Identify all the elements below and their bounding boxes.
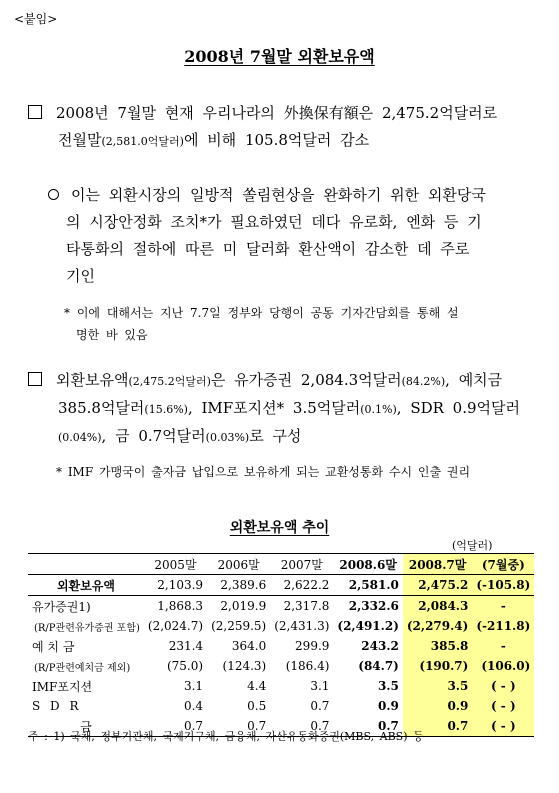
table-row xyxy=(28,696,534,716)
table-cell: 0.9 xyxy=(403,696,472,716)
table-unit: (억달러) xyxy=(452,539,493,552)
table-cell: 2,581.0 xyxy=(333,575,402,596)
table-row xyxy=(28,596,534,617)
p3-line2a: 385.8억달러 xyxy=(58,399,145,417)
row-label: 유가증권1) xyxy=(32,599,91,614)
table-cell: 2,084.3 xyxy=(403,596,472,617)
paragraph-summary xyxy=(28,100,528,155)
document-title: 2008년 7월말 외환보유액 xyxy=(184,47,375,66)
header-cell: 2007말 xyxy=(270,554,333,575)
table-cell: 0.9 xyxy=(377,699,399,713)
table-cell: (-105.8) xyxy=(472,575,534,596)
header-cell: 2008.6말 xyxy=(333,554,402,575)
table-header-row xyxy=(28,554,534,575)
table-row-total xyxy=(28,575,534,596)
table-cell: 0.7 xyxy=(270,716,333,737)
p2-line2: 의 시장안정화 조치*가 필요하였던 데다 유로화, 엔화 등 기 xyxy=(66,213,482,231)
table-cell: (2,279.4) xyxy=(403,616,472,636)
p1-line1: 2008년 7월말 현재 우리나라의 外換保有額은 2,475.2억달러로 xyxy=(56,104,498,122)
table-cell: (186.4) xyxy=(285,659,330,673)
p3-line2b: (15.6%) xyxy=(144,403,188,416)
header-cell xyxy=(28,554,144,575)
table-cell: (2,491.2) xyxy=(337,619,399,633)
table-cell: (-211.8) xyxy=(472,616,534,636)
table-cell: ( - ) xyxy=(472,696,534,716)
table-cell: 243.2 xyxy=(361,639,399,653)
table-cell: 364.0 xyxy=(231,639,267,653)
table-cell: 4.4 xyxy=(247,679,267,693)
table-cell: 299.9 xyxy=(295,639,330,653)
table-cell: (2,024.7) xyxy=(147,619,204,633)
note1-line2: 명한 바 있음 xyxy=(76,328,148,342)
header-cell: 2008.7말 xyxy=(403,554,472,575)
table-cell: ( - ) xyxy=(472,676,534,696)
row-label: IMF포지션 xyxy=(32,679,93,694)
p3-line1b: (2,475.2억달러) xyxy=(128,375,211,388)
table-cell: - xyxy=(472,636,534,656)
checkbox-bullet-icon xyxy=(28,105,42,119)
table-cell: 2,332.6 xyxy=(348,599,399,613)
table-cell: 0.4 xyxy=(183,699,204,713)
table-cell: (190.7) xyxy=(403,656,472,676)
table-cell: 2,622.2 xyxy=(270,575,333,596)
table-cell: 2,317.8 xyxy=(283,599,330,613)
p3-line3c: (0.03%) xyxy=(205,431,250,444)
table-cell: 3.5 xyxy=(403,676,472,696)
checkbox-bullet-icon xyxy=(28,372,42,386)
p3-line1e: , 예치금 xyxy=(445,371,503,389)
table-cell: 3.5 xyxy=(377,679,399,693)
table-cell: 2,103.9 xyxy=(144,575,207,596)
table-cell: 1,868.3 xyxy=(157,599,204,613)
table-cell: 2,475.2 xyxy=(403,575,472,596)
header-cell: 2006말 xyxy=(207,554,270,575)
reserves-table xyxy=(28,553,534,737)
table-cell: (124.3) xyxy=(222,659,267,673)
paragraph-reason xyxy=(48,182,518,290)
table-cell: ( - ) xyxy=(472,716,534,737)
table-row xyxy=(28,676,534,696)
p3-line1d: (84.2%) xyxy=(401,375,446,388)
table-cell: 231.4 xyxy=(168,639,204,653)
table-cell: 0.5 xyxy=(247,699,267,713)
table-cell: (2,431.3) xyxy=(274,619,330,633)
p3-line1c: 은 유가증권 2,084.3억달러 xyxy=(210,371,402,389)
header-cell: 2005말 xyxy=(144,554,207,575)
row-label: 예 치 금 xyxy=(32,639,75,654)
row-label: (R/P관련예치금 제외) xyxy=(34,662,131,674)
p1-line2c: 에 비해 105.8억달러 감소 xyxy=(183,131,370,149)
row-label: 금 xyxy=(28,716,144,737)
p2-line3: 타통화의 절하에 따른 미 달러화 환산액이 감소한 데 주로 xyxy=(66,240,470,258)
table-cell: 2,019.9 xyxy=(220,599,267,613)
p3-line3d: 로 구성 xyxy=(249,427,302,445)
table-title: 외환보유액 추이 xyxy=(229,520,330,536)
paragraph-composition xyxy=(28,367,528,451)
p3-line3a: (0.04%) xyxy=(58,431,102,444)
table-cell: 0.7 xyxy=(207,716,270,737)
table-cell: (2,259.5) xyxy=(211,619,267,633)
row-label: S D R xyxy=(32,699,82,713)
p2-line1: 이는 외환시장의 일방적 쏠림현상을 완화하기 위한 외환당국 xyxy=(71,186,486,204)
table-cell: 0.7 xyxy=(310,699,330,713)
table-cell: 3.1 xyxy=(183,679,204,693)
table-cell: 2,389.6 xyxy=(207,575,270,596)
table-cell: 0.7 xyxy=(144,716,207,737)
note-press-briefing xyxy=(64,302,516,346)
circle-bullet-icon xyxy=(48,189,59,200)
note-imf-position: * IMF 가맹국이 출자금 납입으로 보유하게 되는 교환성통화 수시 인출 권리 xyxy=(56,465,471,479)
row-label: 외환보유액 xyxy=(28,575,144,596)
p1-line2b: (2,581.0억달러) xyxy=(101,135,184,148)
table-cell: (84.7) xyxy=(358,659,399,673)
table-cell: 0.7 xyxy=(403,716,472,737)
p3-line2d: (0.1%) xyxy=(360,403,397,416)
p3-line2e: , SDR 0.9억달러 xyxy=(396,399,521,417)
p3-line3b: , 금 0.7억달러 xyxy=(101,427,206,445)
table-cell: (106.0) xyxy=(472,656,534,676)
table-cell: 3.1 xyxy=(310,679,330,693)
annex-label: <붙임> xyxy=(14,12,58,26)
row-label: (R/P관련유가증권 포함) xyxy=(34,622,140,634)
table-cell: 385.8 xyxy=(403,636,472,656)
table-row xyxy=(28,636,534,656)
note1-line1: * 이에 대해서는 지난 7.7일 정부와 당행이 공동 기자간담회를 통해 설 xyxy=(64,306,459,320)
p1-line2a: 전월말 xyxy=(58,131,102,149)
header-cell: (7월중) xyxy=(472,554,534,575)
p3-line1a: 외환보유액 xyxy=(56,371,129,389)
p2-line4: 기인 xyxy=(66,267,95,285)
table-cell: (75.0) xyxy=(166,659,204,673)
table-cell: - xyxy=(472,596,534,617)
table-footnote: 주 : 1) 국채, 정부기관채, 국제기구채, 금융채, 자산유동화증권(MBS, ABS) 등 xyxy=(28,730,424,743)
table-cell: 0.7 xyxy=(333,716,402,737)
table-row xyxy=(28,656,534,676)
p3-line2c: , IMF포지션* 3.5억달러 xyxy=(187,399,361,417)
table-row xyxy=(28,616,534,636)
